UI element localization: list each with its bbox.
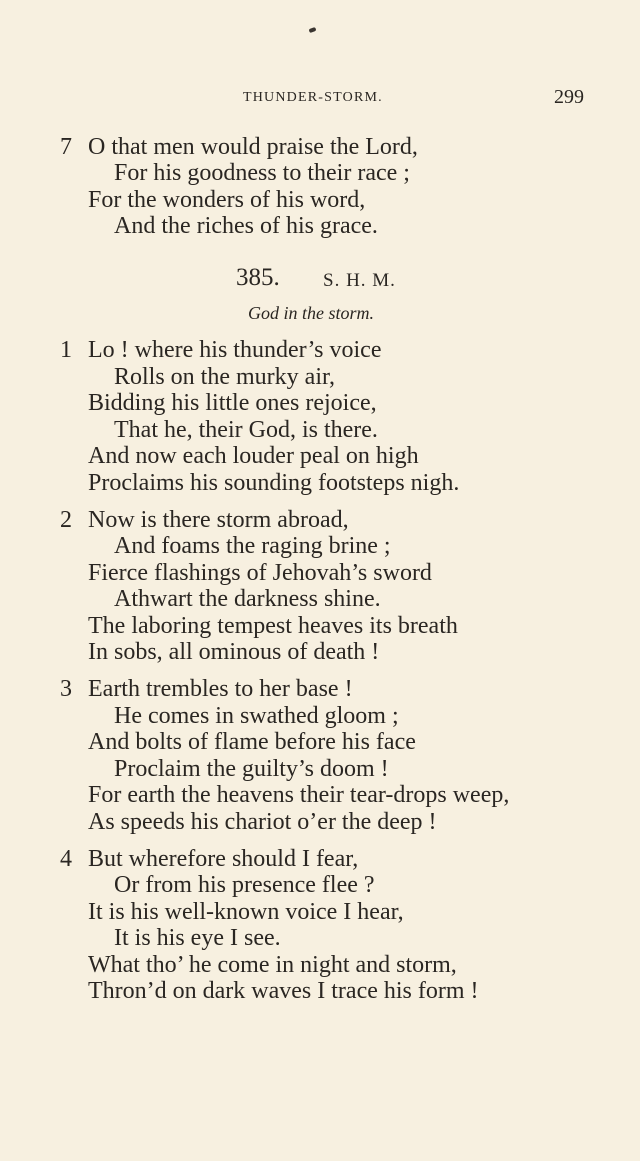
verse-line: In sobs, all ominous of death ! [88, 639, 380, 665]
verse-line: For his goodness to their race ; [114, 160, 410, 186]
verse-line: Or from his presence flee ? [114, 872, 375, 898]
verse-line: And now each louder peal on high [88, 443, 419, 469]
verse-line: Proclaim the guilty’s doom ! [114, 756, 389, 782]
verse-line: The laboring tempest heaves its breath [88, 613, 458, 639]
verse-line: Athwart the darkness shine. [114, 586, 381, 612]
stanza-number: 4 [60, 846, 72, 872]
verse-line: For the wonders of his word, [88, 187, 366, 213]
verse-line: Earth trembles to her base ! [88, 676, 353, 702]
verse-line: Fierce flashings of Jehovah’s sword [88, 560, 432, 586]
running-head: THUNDER-STORM. [243, 90, 383, 105]
verse-line: And the riches of his grace. [114, 213, 378, 239]
verse-line: And bolts of flame before his face [88, 729, 416, 755]
verse-line: Lo ! where his thunder’s voice [88, 337, 382, 363]
verse-line: It is his well-known voice I hear, [88, 899, 404, 925]
verse-line: But wherefore should I fear, [88, 846, 359, 872]
stanza-number: 3 [60, 676, 72, 702]
verse-line: O that men would praise the Lord, [88, 134, 418, 160]
verse-line: Now is there storm abroad, [88, 507, 349, 533]
verse-line: It is his eye I see. [114, 925, 281, 951]
stanza-number: 7 [60, 134, 72, 160]
verse-line: What tho’ he come in night and storm, [88, 952, 457, 978]
verse-line: Rolls on the murky air, [114, 364, 336, 390]
verse-line: Bidding his little ones rejoice, [88, 390, 377, 416]
page-number: 299 [554, 86, 584, 108]
verse-line: He comes in swathed gloom ; [114, 703, 399, 729]
ink-mark [309, 27, 317, 33]
verse-line: Thron’d on dark waves I trace his form ! [88, 978, 479, 1004]
stanza-number: 1 [60, 337, 72, 363]
verse-line: That he, their God, is there. [114, 417, 378, 443]
verse-line: Proclaims his sounding footsteps nigh. [88, 470, 460, 496]
verse-line: For earth the heavens their tear-drops weep, [88, 782, 510, 808]
hymn-number: 385. [236, 264, 280, 291]
verse-line: And foams the raging brine ; [114, 533, 391, 559]
stanza-number: 2 [60, 507, 72, 533]
verse-line: As speeds his chariot o’er the deep ! [88, 809, 437, 835]
hymn-meter: S. H. M. [323, 270, 396, 291]
hymn-subtitle: God in the storm. [248, 303, 374, 323]
